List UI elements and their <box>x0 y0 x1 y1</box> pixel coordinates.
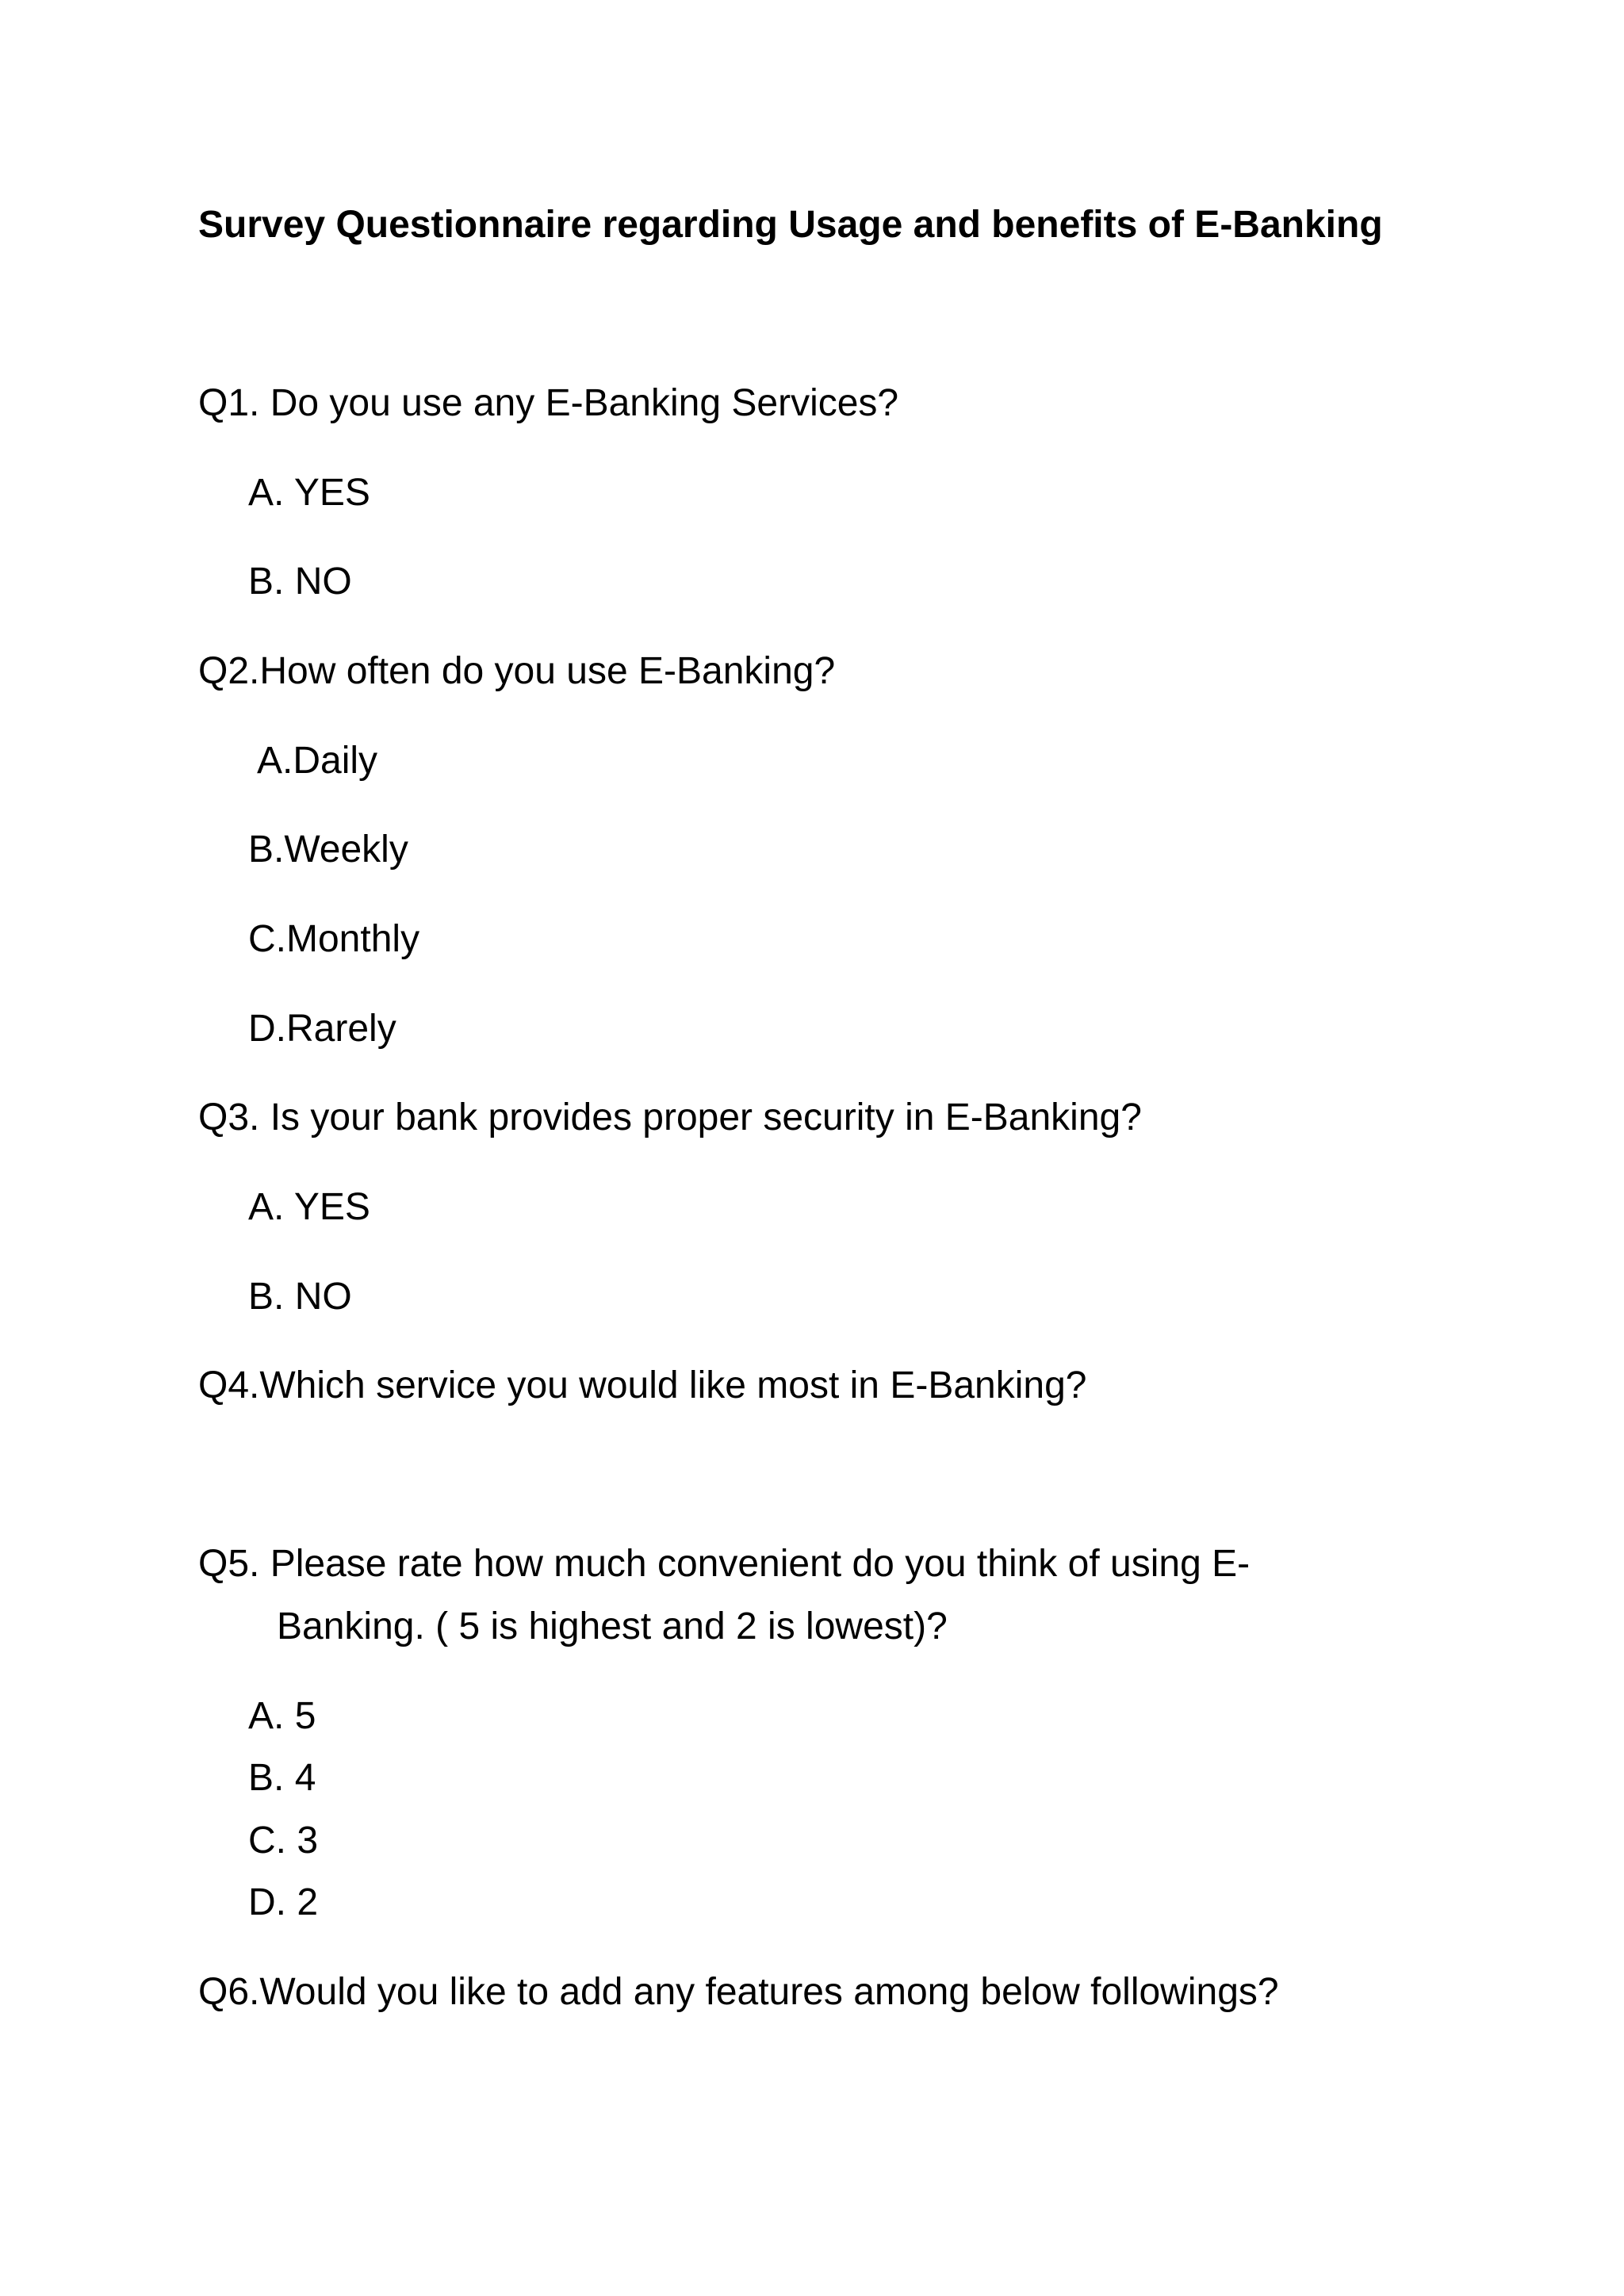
q2-option-b: B.Weekly <box>248 828 408 871</box>
q1-option-a: A. YES <box>248 472 370 514</box>
question-5-line-1: Q5. Please rate how much convenient do you think of using E- <box>198 1543 1251 1585</box>
question-1: Q1. Do you use any E-Banking Services? <box>198 382 899 424</box>
q3-option-a: A. YES <box>248 1186 370 1228</box>
q2-option-d: D.Rarely <box>248 1008 396 1050</box>
q5-option-a: A. 5 <box>248 1695 316 1737</box>
question-3: Q3. Is your bank provides proper security in E-Banking? <box>198 1096 1142 1138</box>
q5-option-b: B. 4 <box>248 1757 316 1799</box>
document-title: Survey Questionnaire regarding Usage and benefits of E-Banking <box>198 204 1383 246</box>
q2-option-c: C.Monthly <box>248 918 420 960</box>
q1-option-b: B. NO <box>248 561 352 603</box>
question-6: Q6.Would you like to add any features among below followings? <box>198 1971 1279 2013</box>
q5-option-c: C. 3 <box>248 1820 319 1862</box>
q5-option-d: D. 2 <box>248 1881 319 1923</box>
q3-option-b: B. NO <box>248 1276 352 1318</box>
q2-option-a: A.Daily <box>257 740 378 782</box>
question-2: Q2.How often do you use E-Banking? <box>198 650 836 692</box>
question-5-line-2: Banking. ( 5 is highest and 2 is lowest)? <box>277 1605 948 1647</box>
question-4: Q4.Which service you would like most in E-Banking? <box>198 1364 1087 1406</box>
